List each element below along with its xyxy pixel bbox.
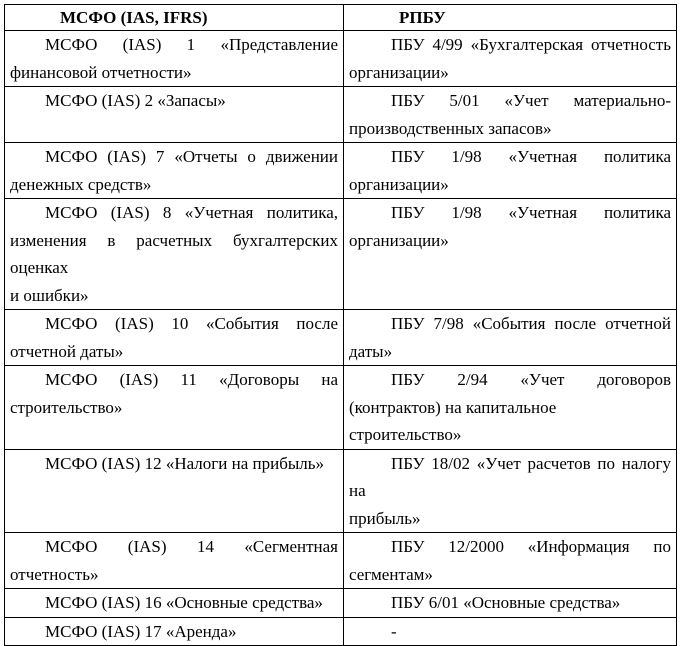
text-line: -: [391, 621, 397, 641]
ifrs-cell: [5, 366, 344, 450]
rsbu-cell: [344, 199, 677, 310]
text-line: МСФО (IAS) 16 «Основные средства»: [45, 593, 323, 612]
table-row: [5, 87, 677, 143]
text-line: даты»: [349, 341, 393, 361]
text-line: отчетной даты»: [10, 341, 124, 361]
text-line: (контрактов) на капитальное строительство»: [349, 397, 557, 444]
text-line: ПБУ 6/01 «Основные средства»: [391, 593, 621, 612]
text-line: ПБУ 1/98 «Учетная политика: [391, 203, 671, 222]
text-line: производственных запасов»: [349, 118, 552, 138]
text-line: ПБУ 12/2000 «Информация по: [391, 537, 671, 556]
text-line: организации»: [349, 62, 449, 82]
text-line: ПБУ 5/01 «Учет материально-: [391, 91, 671, 110]
text-line: МСФО (IAS) 2 «Запасы»: [45, 91, 226, 110]
text-line: ПБУ 1/98 «Учетная политика: [391, 147, 671, 166]
text-line: строительство»: [10, 397, 123, 417]
text-line: отчетность»: [10, 564, 99, 584]
table-row: [5, 199, 677, 310]
text-line: изменения в расчетных бухгалтерских оценках: [10, 230, 338, 277]
column-header-ifrs-label: МСФО (IAS, IFRS): [60, 8, 208, 27]
text-line: организации»: [349, 174, 449, 194]
rsbu-cell: [344, 533, 677, 589]
table-row: [5, 366, 677, 450]
rsbu-cell: [344, 366, 677, 450]
table-row: [5, 533, 677, 589]
table-row: [5, 143, 677, 199]
standards-comparison-table: [4, 4, 677, 646]
text-line: МСФО (IAS) 7 «Отчеты о движении: [45, 147, 338, 166]
ifrs-cell: [5, 31, 344, 87]
ifrs-cell: [5, 617, 344, 646]
table-row: [5, 617, 677, 646]
ifrs-cell: [5, 449, 344, 533]
rsbu-cell: [344, 143, 677, 199]
text-line: и ошибки»: [10, 285, 89, 305]
table-row: [5, 449, 677, 533]
table-row: [5, 310, 677, 366]
text-line: МСФО (IAS) 14 «Сегментная: [45, 537, 338, 556]
text-line: ПБУ 2/94 «Учет договоров: [391, 370, 671, 389]
ifrs-cell: [5, 199, 344, 310]
text-line: МСФО (IAS) 10 «События после: [45, 314, 338, 333]
text-line: прибыль»: [349, 508, 421, 528]
table-body: [5, 31, 677, 646]
text-line: ПБУ 18/02 «Учет расчетов по налогу на: [349, 453, 671, 500]
text-line: МСФО (IAS) 12 «Налоги на прибыль»: [45, 453, 325, 473]
text-line: финансовой отчетности»: [10, 62, 192, 82]
text-line: МСФО (IAS) 11 «Договоры на: [45, 370, 338, 389]
ifrs-cell: [5, 533, 344, 589]
column-header-rsbu-label: РПБУ: [399, 8, 446, 27]
table-row: [5, 589, 677, 618]
rsbu-cell: [344, 87, 677, 143]
text-line: сегментам»: [349, 564, 433, 584]
text-line: ПБУ 7/98 «События после отчетной: [391, 314, 671, 333]
ifrs-cell: [5, 589, 344, 618]
column-header-rsbu: [344, 5, 677, 31]
rsbu-cell: [344, 589, 677, 618]
text-line: МСФО (IAS) 8 «Учетная политика,: [45, 203, 338, 222]
rsbu-cell: [344, 310, 677, 366]
table-row: [5, 31, 677, 87]
text-line: денежных средств»: [10, 174, 152, 194]
ifrs-cell: [5, 87, 344, 143]
table-header: [5, 5, 677, 31]
text-line: МСФО (IAS) 17 «Аренда»: [45, 621, 237, 641]
text-line: ПБУ 4/99 «Бухгалтерская отчетность: [391, 35, 671, 54]
ifrs-cell: [5, 143, 344, 199]
text-line: МСФО (IAS) 1 «Представление: [45, 35, 338, 54]
text-line: организации»: [349, 230, 449, 250]
ifrs-cell: [5, 310, 344, 366]
rsbu-cell: [344, 617, 677, 646]
header-row: [5, 5, 677, 31]
column-header-ifrs: [5, 5, 344, 31]
rsbu-cell: [344, 31, 677, 87]
rsbu-cell: [344, 449, 677, 533]
